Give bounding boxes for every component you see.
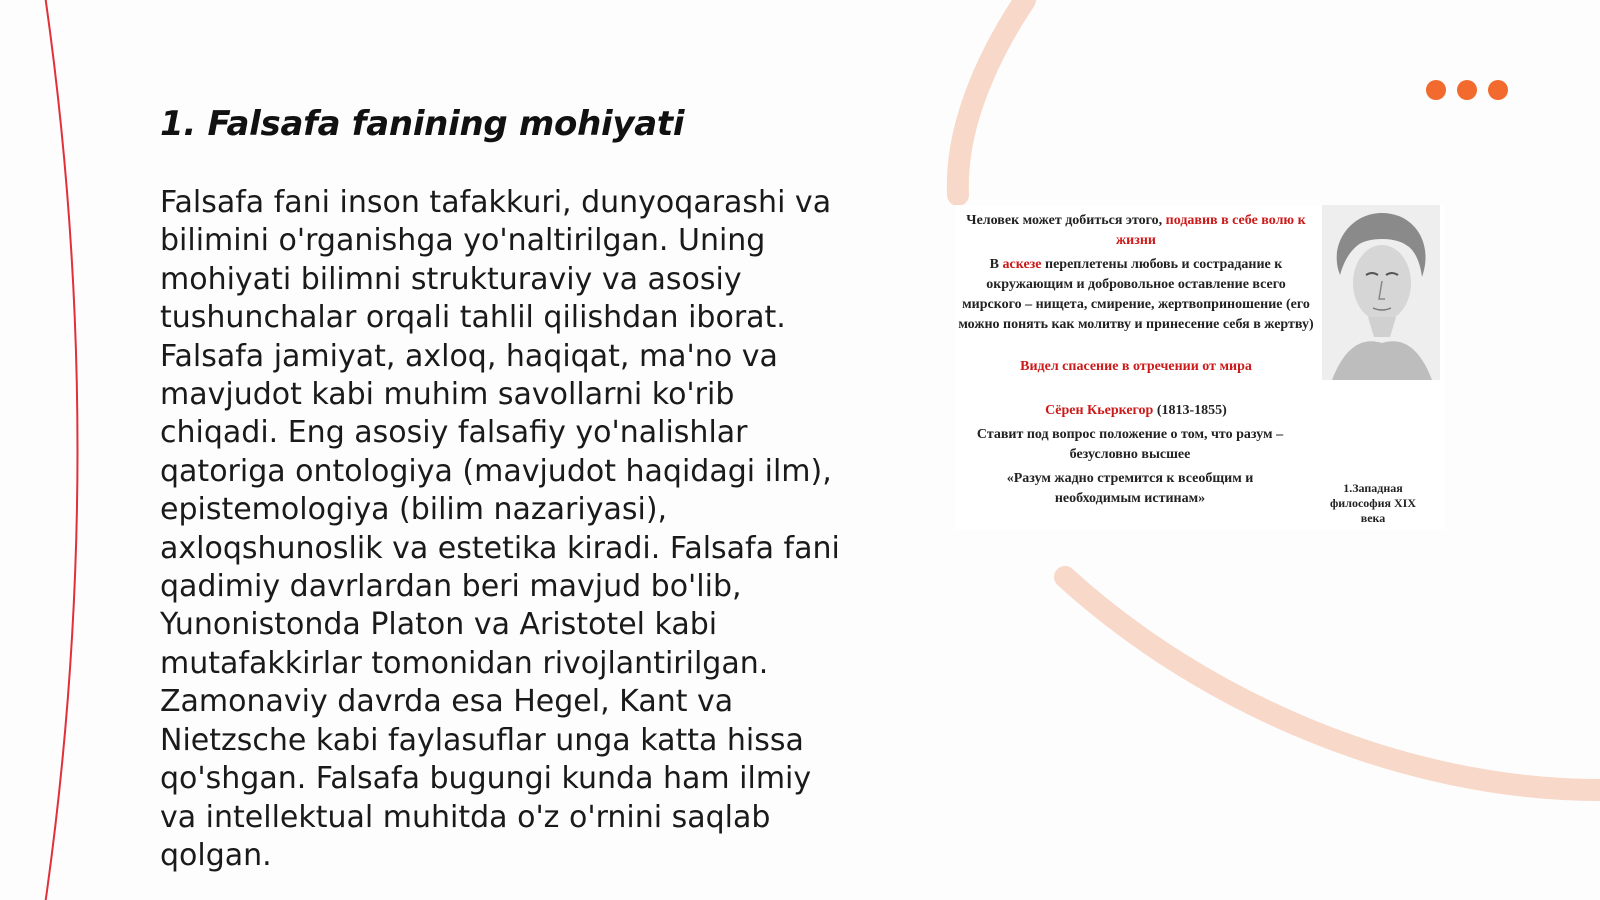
philosopher-name-line: [955, 401, 1317, 421]
portrait-image: [1322, 205, 1440, 380]
arc-bottom: [1065, 577, 1600, 790]
dot: [1457, 80, 1477, 100]
quote-line-2-prefix: В: [989, 257, 1000, 272]
image-caption: 1.Западная философия XIX века: [1330, 481, 1416, 525]
quote-line-5: «Разум жадно стремится к всеобщим и необходимым истинам»: [1006, 471, 1254, 506]
dot: [1426, 80, 1446, 100]
quote-line-4: Ставит под вопрос положение о том, что разум – безусловно высшее: [976, 427, 1284, 462]
quote-line-3: Видел спасение в отречении от мира: [1020, 359, 1252, 374]
kierkegaard-image: [955, 205, 1445, 530]
quote-line-1-highlight: подавив в себе волю к жизни: [1116, 213, 1306, 248]
body-text: Falsafa fani inson tafakkuri, dunyoqarashi va bilimini o'rganishga yo'naltirilgan. Uning mohiyati bilimni strukturaviy va asosiy tushunchalar orqali tahlil qilishdan iborat. Falsafa jamiyat, axloq, haqiqat, ma'no va mavjudot kabi muhim savollarni ko'rib chiqadi. Eng asosiy falsafiy yo'nalishlar qatoriga ontologiya (mavjudot haqidagi ilm), epistemologiya (bilim nazariyasi), axloqshunoslik va estetika kiradi. Falsafa fani qadimiy davrlardan beri mavjud bo'lib, Yunonistonda Platon va Aristotel kabi mutafakkirlar tomonidan rivojlantirilgan. Zamonaviy davrda esa Hegel, Kant va Nietzsche kabi faylasuflar unga katta hissa qo'shgan. Falsafa bugungi kunda ham ilmiy va intellektual muhitda o'z o'rnini saqlab qolgan.: [160, 185, 840, 873]
quote-line-2-text: переплетены любовь и сострадание к окружающим и добровольное оставление всего мирского – нищета, смирение, жертвоприношение (его можно понять как молитву и принесение себя в жертву): [958, 257, 1314, 332]
philosopher-name: Сёрен Кьеркегор: [1045, 403, 1154, 418]
quote-line-2: [955, 255, 1317, 335]
dot: [1488, 80, 1508, 100]
quote-line-1-text: Человек может добиться этого,: [966, 213, 1163, 228]
arc-top: [958, 0, 1025, 195]
left-red-curve: [45, 0, 78, 900]
slide-title: 1. Falsafa fanining mohiyati: [160, 104, 685, 144]
philosopher-years: (1813-1855): [1156, 403, 1227, 418]
three-dots-icon: [1426, 80, 1508, 100]
quote-line-1: [955, 211, 1317, 251]
quote-line-2-highlight: аскезе: [1002, 257, 1042, 272]
